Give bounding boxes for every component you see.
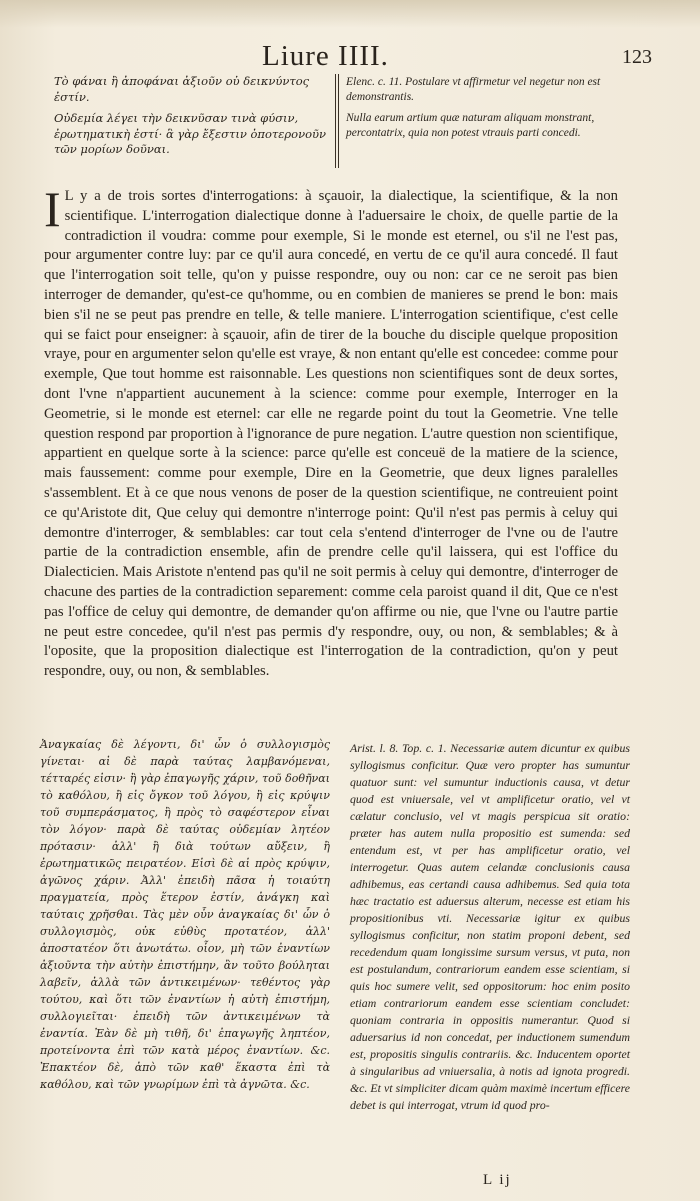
page-number: 123 [622, 46, 652, 68]
page-header [0, 40, 700, 76]
column-divider [335, 74, 339, 168]
main-text [44, 181, 618, 682]
greek-margin-notes [54, 74, 329, 164]
signature-mark: L ij [483, 1172, 512, 1188]
greek-note-2: Οὐδεμία λέγει τὴν δεικνῦσαν τινὰ φύσιν, ἐρωτηματικὴ ἐστί· ἃ γὰρ ἔξεστιν ὁποτερονοῦν τῶν μορίων δοῦναι. [54, 111, 327, 156]
latin-note-2: Nulla earum artium quæ naturam aliquam monstrant, percontatrix, quia non potest vtrauis parti concedi. [346, 112, 595, 139]
latin-margin-notes [346, 75, 624, 147]
page-shadow [0, 0, 700, 28]
greek-note-1: Τὸ φάναι ἢ ἀποφάναι ἀξιοῦν οὐ δεικνύντος ἐστίν. [54, 74, 310, 104]
greek-footnote: Ἀναγκαίας δὲ λέγοντι, δι' ὧν ὁ συλλογισμὸς γίνεται· αἱ δὲ παρὰ ταύτας λαμβανόμεναι, τέτταρές εἰσιν· ἢ γὰρ ἐπαγωγῆς χάριν, τοῦ δοθῆναι τὸ καθόλου, ἢ εἰς ὄγκον τοῦ λόγου, ἢ εἰς κρύψιν τοῦ συμπεράσματος, ἢ πρὸς τὸ σαφέστερον εἶναι τὸν λόγον· παρὰ δὲ ταύτας οὐδεμίαν λητέον πρότασιν· ἀλλ' ἢ διὰ τούτων αὔξειν, ἢ ἐρωτηματικῶς πειρατέον. Εἰσὶ δὲ αἱ πρὸς κρύψιν, ἀγῶνος χάριν. Ἀλλ' ἐπειδὴ πᾶσα ἡ τοιαύτη πραγματεία, πρὸς ἕτερον ἐστίν, ἀνάγκη καὶ ταύταις χρῆσθαι. Τὰς μὲν οὖν ἀναγκαίας δι' ὧν ὁ συλλογισμὸς, οὐκ εὐθὺς προτατέον, ἀλλ' ἀποστατέον ὅτι ἀνωτάτω. οἷον, μὴ τῶν ἐναντίων ἀξιοῦντα τὴν αὐτὴν ἐπιστήμην, ἂν τοῦτο βούληται λαβεῖν, ἀλλὰ τῶν ἀντικειμένων· τεθέντος γὰρ τούτου, καὶ ὅτι τῶν ἐναντίων ἡ αὐτὴ ἐπιστήμη, συλλογιεῖται· ἐπειδὴ τῶν ἀντικειμένων τὰ ἐναντία. Ἐὰν δὲ μὴ τιθῆ, δι' ἐπαγωγῆς ληπτέον, προτείνοντα ἐπὶ τῶν κατὰ μέρος ἐναντίων. &c. Ἐπακτέον δὲ, ἀπὸ τῶν καθ' ἕκαστα ἐπὶ τὰ καθόλου, καὶ τῶν γνωρίμων ἐπὶ τὰ ἀγνῶτα. &c. [40, 738, 330, 1091]
drop-cap: I [44, 181, 61, 237]
main-body-text: L y a de trois sortes d'interrogations: à sçauoir, la dialectique, la scientifique, & la non scientifique. L'interrogation dialectique donne à l'aduersaire le choix, de quelle partie de la contradiction il voudra: comme pour exemple, Si le monde est eternel, ou s'il ne l'est pas, pour argumenter contre luy: par ce qu'il aura concedé, en vertu de ce qu'il aura concedé. Il faut que l'interrogation soit telle, qu'on y puisse respondre, ouy ou non: car ce ne seroit pas bien interroger de demander, qu'est-ce qu'homme, ou en combien de manieres se prend le bon: mais bien s'il ne se peut pas prendre en telle, & telle maniere. L'interrogation scientifique, c'est celle qui se faict pour enseigner: à sçauoir, afin de tirer de la bouche du disciple quelque proposition vraye, pour en argumenter selon qu'elle est vraye, & non entant qu'elle est concedee: comme pour exemple, Que tout homme est raisonnable. Les questions non scientifiques sont de deux sortes, dont l'vne n'appartient aucunement à la science: comme pour exemple, Interroger en la Geometrie, si le monde est eternel: car elle ne regarde point du tout la Geometrie. Vne telle question respond par proportion à l'ignorance de pure negation. L'autre question non scientifique, appartient en quelque sorte à la science: parce qu'elle est conceuë de la matiere de la science, mais faussement: comme pour exemple, Dire en la Geometrie, que deux lignes paralelles s'assemblent. Et à ce que nous venons de poser de la question scientifique, ne contreuient point ce qu'Aristote dit, Que celuy qui demontre n'interroge point: Qu'il n'est pas permis à celuy qui demontre d'interroger, & semblables: car tout cela s'entend d'interroger de l'vne ou de l'autre partie de la contradiction ensemble, afin de prendre celle qu'il laissera, qui est l'office du Dialecticien. Mais Aristote n'entend pas qu'il ne soit permis à celuy qui demontre, d'interroger de chacune des parties de la contradiction separement: comme cela paroist quand il dit, Que ce n'est pas l'office de celuy qui demontre, de demander qu'on affirme ou nie, que l'vne ou l'autre partie ne peut estre concedee, qu'il n'est pas permis d'y respondre, ouy, ou non, & semblables; & à l'oposite, que la proposition dialectique est l'interrogation de la contradiction, qu'on y peut respondre, ouy, ou non, & semblables. [44, 188, 618, 680]
latin-note-1: Elenc. c. 11. Postulare vt affirmetur vel negetur non est demonstrantis. [346, 76, 601, 103]
running-head: Liure IIII. [262, 40, 389, 72]
latin-footnote: Arist. l. 8. Top. c. 1. Necessariæ autem dicuntur ex quibus syllogismus conficitur. Quæ vero propter has sumuntur quatuor sunt: vel sumuntur inductionis causa, vt detur quod est vniuersale, vel vt amplificetur oratio, vel vt cælatur conclusio, vel vt magis perspicua sit oratio: præter has autem nulla propositio est sumenda: sed entendum est, vt per has amplificetur oratio, vel interrogetur. Quas autem celandæ conclusionis causa adhibemus, eas certandi causa adhibemus. Sed quia tota hæc tractatio est aduersus alterum, necesse est etiam his propositionibus vti. Necessariæ igitur ex quibus syllogismus conficitur, non statim proponi debent, sed recedendum quam longissime sursum versus, vt puta, non est postulandum, contrariorum eandem esse scientiam, si quis hoc sumere velit, sed oppositorum: hoc enim posito etiam contrariorum eandem esse scientiam concludet: quoniam contraria in oppositis numerantur. Quod si aduersarius id non concedat, per inductionem sumendum est, propositis singulis contrariis. &c. Inducentem oportet à singularibus ad vniuersalia, à notis ad ignota progredi. &c. Et vt simpliciter dicam quàm maximè incertum efficere debet is qui interrogat, vtrum id quod pro- [350, 741, 630, 1112]
